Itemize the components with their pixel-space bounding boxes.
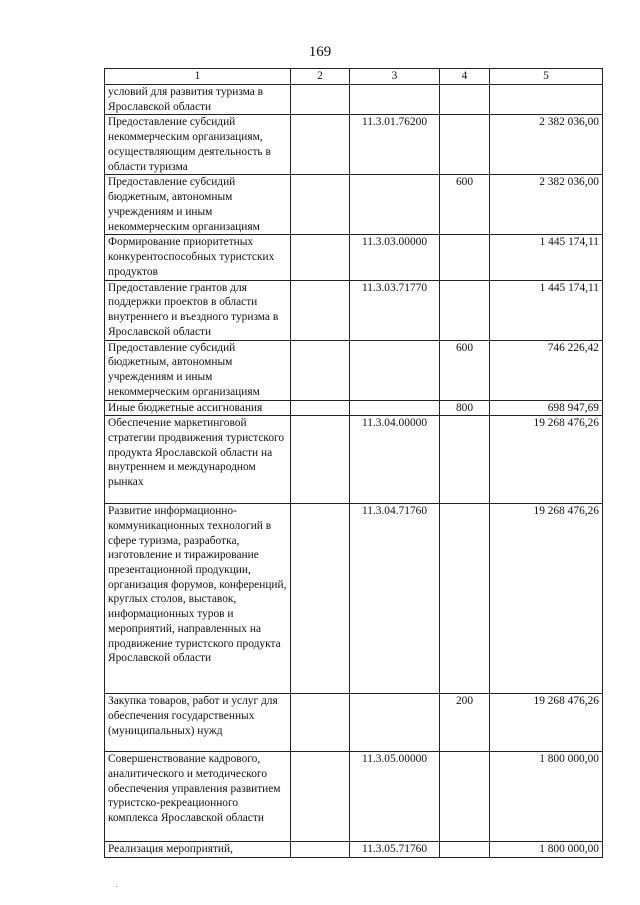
row-csr-code	[350, 85, 440, 115]
table-row	[105, 504, 603, 694]
table-row	[105, 340, 603, 400]
column-number-3: 3	[350, 69, 440, 85]
row-name: Закупка товаров, работ и услуг для обеспечения государственных (муниципальных) нужд	[105, 694, 291, 752]
row-col2	[291, 280, 350, 340]
row-name: Предоставление субсидий бюджетным, автономным учреждениям и иным некоммерческим организациям	[105, 175, 291, 235]
row-col2	[291, 340, 350, 400]
row-expense-type	[440, 752, 490, 842]
row-amount: 19 268 476,26	[490, 504, 603, 694]
row-expense-type: 200	[440, 694, 490, 752]
row-col2	[291, 85, 350, 115]
row-name: Развитие информационно-коммуникационных технологий в сфере туризма, разработка, изготовление и тиражирование презентационной продукции, организация форумов, конференций, круглых столов, выставок, информационных туров и мероприятий, направленных на продвижение туристского продукта Ярославской области	[105, 504, 291, 694]
row-amount: 2 382 036,00	[490, 175, 603, 235]
table-row	[105, 85, 603, 115]
row-csr-code: 11.3.04.71760	[350, 504, 440, 694]
column-number-4: 4	[440, 69, 490, 85]
row-expense-type	[440, 85, 490, 115]
row-amount: 746 226,42	[490, 340, 603, 400]
row-name: Предоставление субсидий бюджетным, автономным учреждениям и иным некоммерческим организациям	[105, 340, 291, 400]
table-row	[105, 235, 603, 280]
row-csr-code: 11.3.05.71760	[350, 842, 440, 858]
row-name: Обеспечение маркетинговой стратегии продвижения туристского продукта Ярославской области на внутреннем и международном рынках	[105, 416, 291, 504]
row-amount: 1 445 174,11	[490, 280, 603, 340]
row-expense-type	[440, 842, 490, 858]
row-expense-type	[440, 416, 490, 504]
row-expense-type: 600	[440, 340, 490, 400]
row-csr-code: 11.3.01.76200	[350, 115, 440, 175]
row-expense-type: 600	[440, 175, 490, 235]
row-csr-code: 11.3.03.00000	[350, 235, 440, 280]
row-csr-code: 11.3.03.71770	[350, 280, 440, 340]
scan-speck	[116, 886, 117, 887]
row-name: Реализация мероприятий,	[105, 842, 291, 858]
row-amount: 19 268 476,26	[490, 416, 603, 504]
column-number-5: 5	[490, 69, 603, 85]
row-csr-code	[350, 400, 440, 416]
row-col2	[291, 416, 350, 504]
row-col2	[291, 175, 350, 235]
row-col2	[291, 400, 350, 416]
row-col2	[291, 842, 350, 858]
row-expense-type	[440, 115, 490, 175]
row-expense-type: 800	[440, 400, 490, 416]
row-csr-code	[350, 694, 440, 752]
table-row	[105, 752, 603, 842]
row-name: условий для развития туризма в Ярославской области	[105, 85, 291, 115]
row-amount: 1 800 000,00	[490, 842, 603, 858]
table-row	[105, 694, 603, 752]
row-csr-code: 11.3.05.00000	[350, 752, 440, 842]
row-col2	[291, 752, 350, 842]
column-number-2: 2	[291, 69, 350, 85]
row-col2	[291, 235, 350, 280]
page-number: 169	[308, 44, 332, 60]
row-amount: 2 382 036,00	[490, 115, 603, 175]
row-expense-type	[440, 504, 490, 694]
row-amount: 1 445 174,11	[490, 235, 603, 280]
row-amount: 698 947,69	[490, 400, 603, 416]
table-row	[105, 416, 603, 504]
row-col2	[291, 504, 350, 694]
row-name: Предоставление субсидий некоммерческим организациям, осуществляющим деятельность в области туризма	[105, 115, 291, 175]
row-expense-type	[440, 280, 490, 340]
row-csr-code	[350, 340, 440, 400]
column-number-1: 1	[105, 69, 291, 85]
table-body	[105, 85, 603, 858]
row-name: Предоставление грантов для поддержки проектов в области внутреннего и въездного туризма в Ярославской области	[105, 280, 291, 340]
row-name: Совершенствование кадрового, аналитического и методического обеспечения управления развитием туристско-рекреационного комплекса Ярославской области	[105, 752, 291, 842]
budget-table	[104, 68, 603, 858]
table-row	[105, 842, 603, 858]
row-amount: 1 800 000,00	[490, 752, 603, 842]
row-name: Формирование приоритетных конкурентоспособных туристских продуктов	[105, 235, 291, 280]
row-amount	[490, 85, 603, 115]
row-name: Иные бюджетные ассигнования	[105, 400, 291, 416]
row-col2	[291, 694, 350, 752]
table-row	[105, 400, 603, 416]
table-row	[105, 115, 603, 175]
row-csr-code: 11.3.04.00000	[350, 416, 440, 504]
table-row	[105, 175, 603, 235]
row-amount: 19 268 476,26	[490, 694, 603, 752]
row-csr-code	[350, 175, 440, 235]
table-row	[105, 280, 603, 340]
row-expense-type	[440, 235, 490, 280]
column-number-row	[105, 69, 603, 85]
row-col2	[291, 115, 350, 175]
